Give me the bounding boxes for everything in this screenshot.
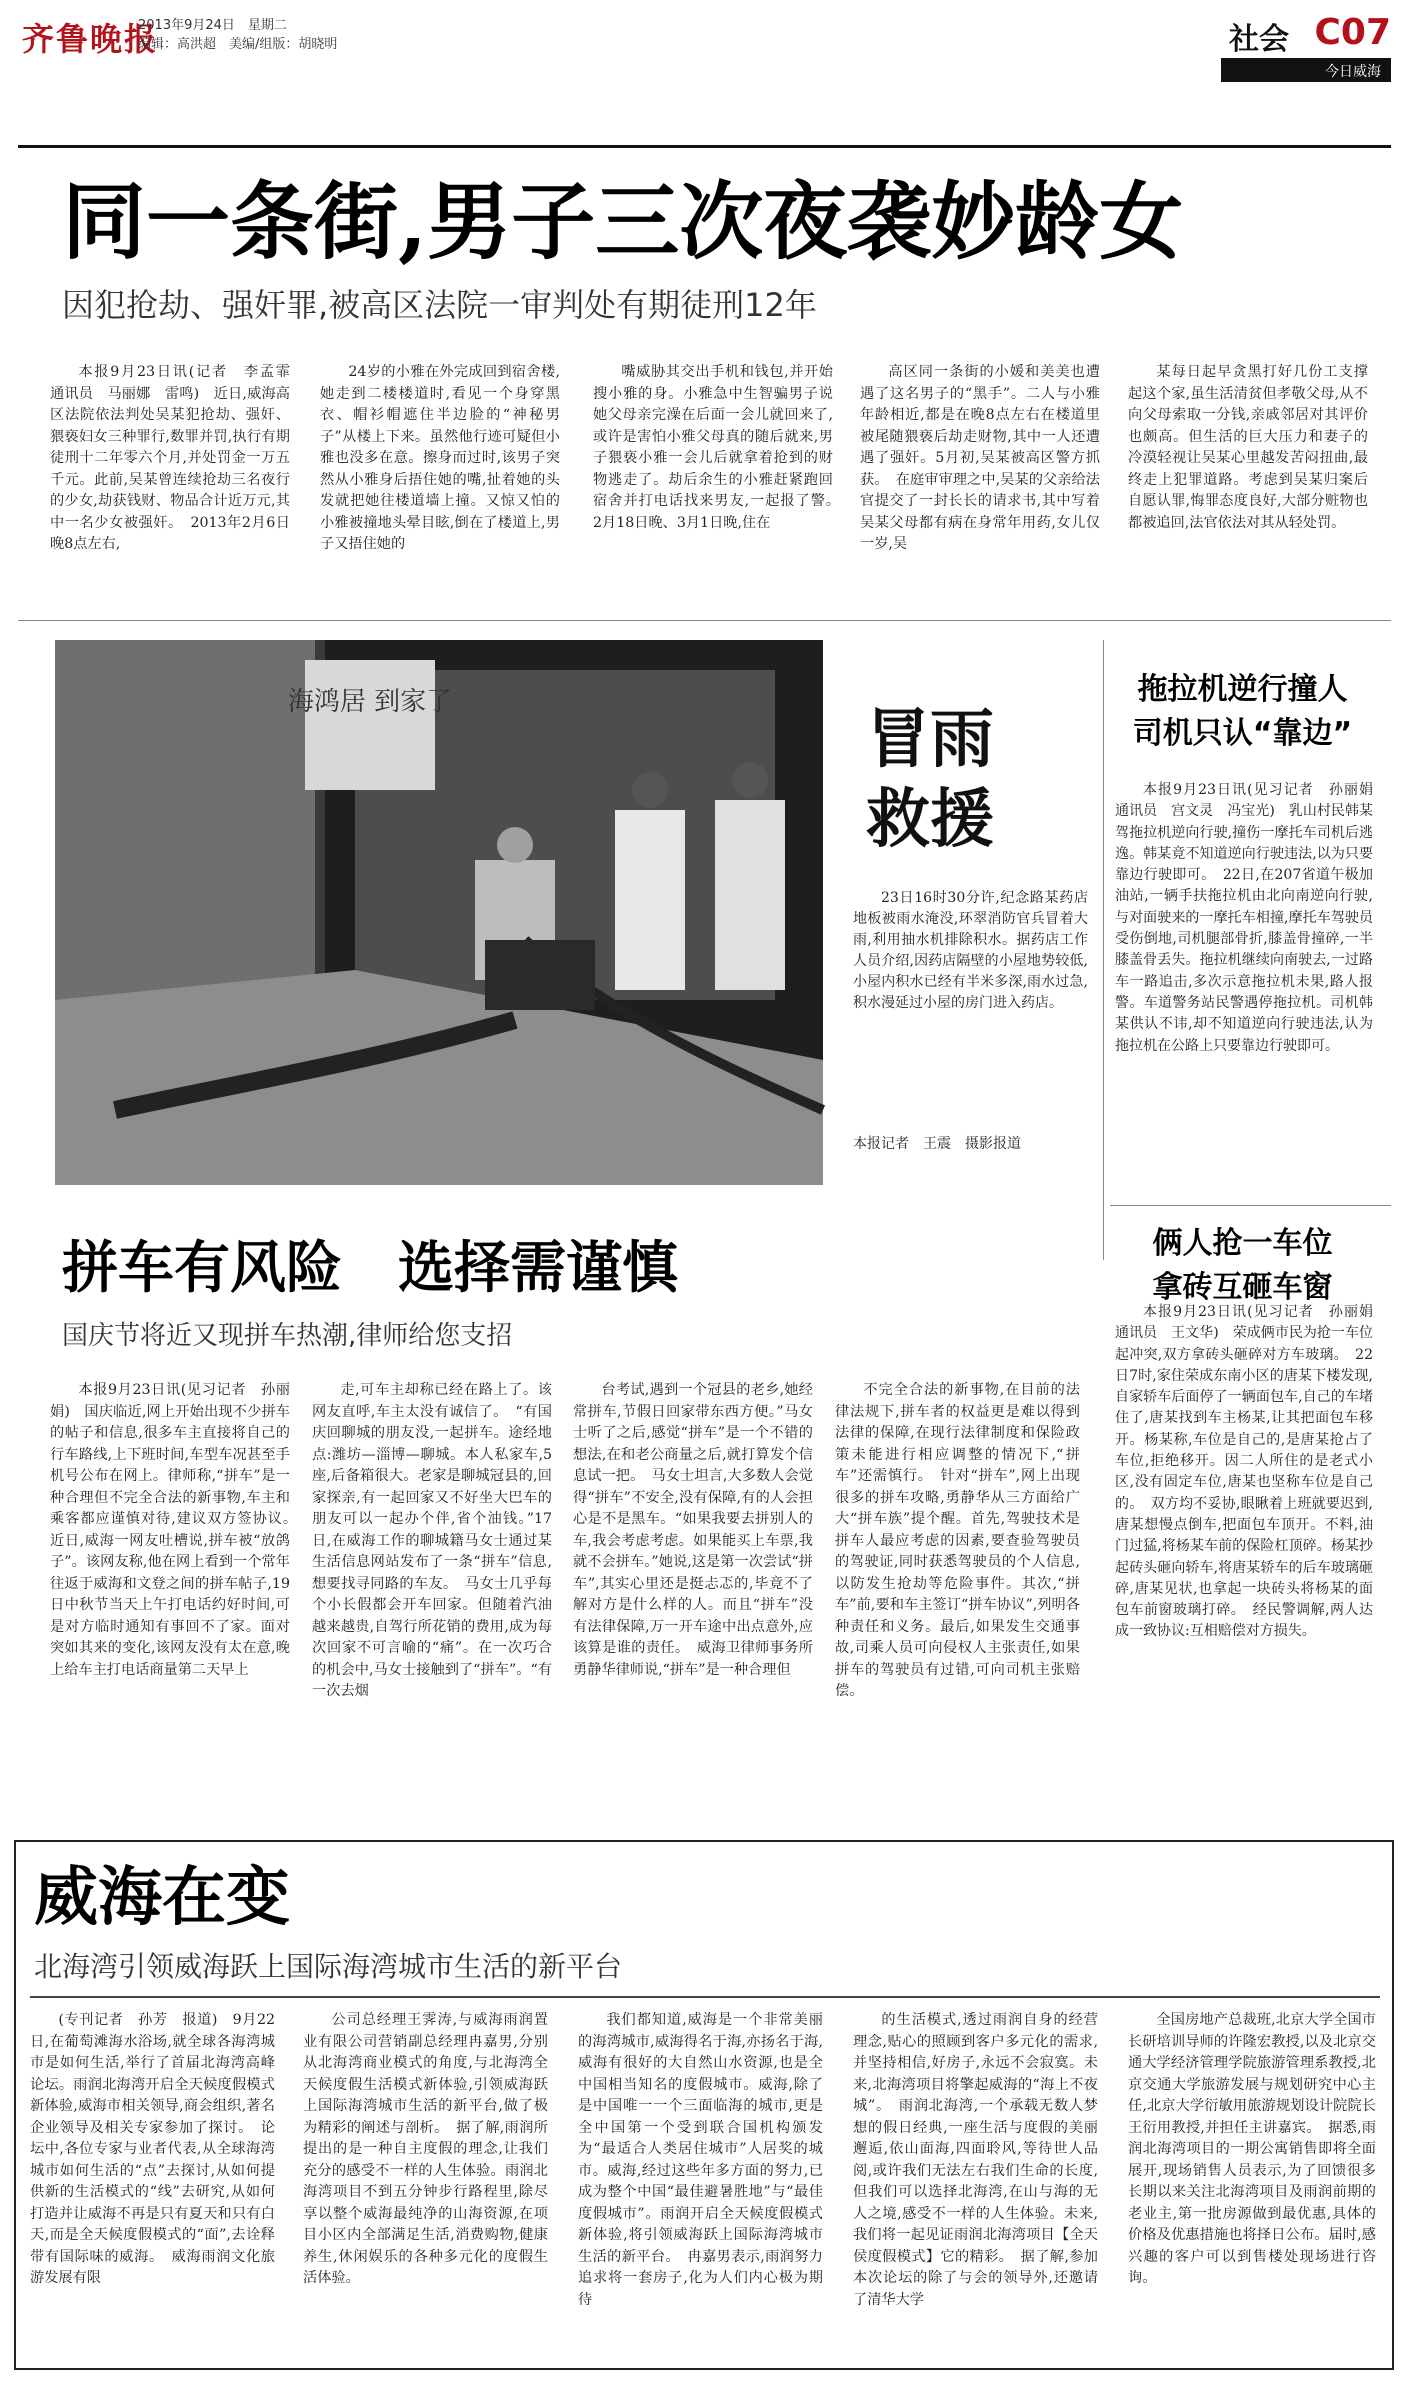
side2-title: 俩人抢一车位 拿砖互砸车窗 [1152, 1226, 1333, 1305]
story1-col-4: 高区同一条街的小媛和美美也遭遇了这名男子的“黑手”。二人与小雅年龄相近,都是在晚8点左右在楼道里被尾随猥亵后劫走财物,其中一人还遭遇了强奸。5月初,吴某被高区警方抓获。 在庭审审理之中,吴某的父亲给法官提交了一封长长的请求书,其中写着吴某父母都有病在身常年用药,女儿仅一岁,吴 [860, 364, 1100, 552]
story3-col-3: 我们都知道,威海是一个非常美丽的海湾城市,威海得名于海,亦扬名于海,威海有很好的大自然山水资源,也是全中国相当知名的度假城市。威海,除了是中国唯一一个三面临海的城市,更是全中国第一个受到联合国机构颁发为“最适合人类居住城市”人居奖的城市。威海,经过这些年多方面的努力,已成为整个中国“最佳避暑胜地”与“最佳度假城市”。雨润开启全天候度假模式新体验,将引领威海跃上国际海湾城市生活的新平台。 冉嘉男表示,雨润努力追求将一套房子,化为人们内心极为期待 [578, 2012, 823, 2308]
rescue-photo [55, 640, 823, 1185]
header-meta [138, 16, 337, 54]
story1-col-5: 某每日起早贪黑打好几份工支撑起这个家,虽生活清贫但孝敬父母,从不向父母索取一分钱,亲戚邻居对其评价也颇高。但生活的巨大压力和妻子的冷漠轻视让吴某心里越发苦闷扭曲,最终走上犯罪道路。考虑到吴某归案后自愿认罪,悔罪态度良好,大部分赃物也都被追回,法官依法对其从轻处罚。 [1128, 364, 1368, 531]
photo-title: 冒雨救援 [866, 702, 994, 857]
photo-credit: 本报记者 王震 摄影报道 [853, 1136, 1021, 1152]
story1-headline: 同一条街,男子三次夜袭妙龄女 [62, 172, 1184, 271]
story2-col-1: 本报9月23日讯(见习记者 孙丽娟) 国庆临近,网上开始出现不少拼车的帖子和信息,很多车主直接将自己的行车路线,上下班时间,车型车况甚至手机号公布在网上。律师称,“拼车”是一种合理但不完全合法的新事物,车主和乘客都应谨慎对待,建议双方签协议。 近日,威海一网友吐槽说,拼车被“放鸽子”。该网友称,他在网上看到一个常年往返于威海和文登之间的拼车帖子,19日中秋节当天上午打电话约好时间,可是对方临时通知有事回不了家。面对突如其来的变化,该网友没有太在意,晚上给车主打电话商量第二天早上 [50, 1382, 305, 1678]
story2-col-3: 台考试,遇到一个冠县的老乡,她经常拼车,节假日回家带东西方便。”马女士听了之后,感觉“拼车”是一个不错的想法,在和老公商量之后,就打算发个信息试一把。 马女士坦言,大多数人会觉得“拼车”不安全,没有保障,有的人会担心是不是黑车。“如果我要去拼别人的车,我会考虑考虑。如果能买上车票,我就不会拼车。”她说,这是第一次尝试“拼车”,其实心里还是挺忐忑的,毕竟不了解对方是什么样的人。而且“拼车”没有法律保障,万一开车途中出点意外,应该算是谁的责任。 威海卫律师事务所勇静华律师说,“拼车”是一种合理但 [573, 1382, 813, 1678]
page-code: C07 [1314, 12, 1391, 53]
story3-col-2: 公司总经理王霁涛,与威海雨润置业有限公司营销副总经理冉嘉男,分别从北海湾商业模式的角度,与北海湾全天候度假生活模式新体验,引领威海跃上国际海湾城市生活的新平台,做了极为精彩的阐述与剖析。 据了解,雨润所提出的是一种自主度假的理念,让我们充分的感受不一样的人生体验。雨润北海湾项目不到五分钟步行路程里,除尽享以整个威海最纯净的山海资源,在项目小区内全部满足生活,消费购物,健康养生,休闲娱乐的各种多元化的度假生活体验。 [303, 2012, 548, 2286]
issue-date: 2013年9月24日 星期二 [138, 18, 287, 33]
side2-body: 本报9月23日讯(见习记者 孙丽娟 通讯员 王文华) 荣成俩市民为抢一车位起冲突,双方拿砖头砸碎对方车玻璃。 22日7时,家住荣成东南小区的唐某下楼发现,自家轿车后面停了一辆面包车,自己的车堵住了,唐某找到车主杨某,让其把面包车移开。杨某称,车位是自己的,是唐某抢占了车位,拒绝移开。因二人所住的是老式小区,没有固定车位,唐某也坚称车位是自己的。 双方均不妥协,眼瞅着上班就要迟到,唐某想慢点倒车,把面包车顶开。不料,油门过猛,将杨某车前的保险杠顶碎。杨某抄起砖头砸向轿车,将唐某轿车的后车玻璃砸碎,唐某见状,也拿起一块砖头将杨某的面包车前窗玻璃打碎。 经民警调解,两人达成一致协议:互相赔偿对方损失。 [1115, 1304, 1387, 1640]
story2-headline: 拼车有风险 选择需谨慎 [62, 1235, 678, 1301]
story3-subhead: 北海湾引领威海跃上国际海湾城市生活的新平台 [34, 1950, 623, 1983]
newspaper-logo: 齐鲁晚报 [22, 20, 159, 58]
story1-subhead: 因犯抢劫、强奸罪,被高区法院一审判处有期徒刑12年 [62, 286, 817, 324]
header-rule [18, 145, 1391, 148]
story1-col-2: 24岁的小雅在外完成回到宿舍楼,她走到二楼楼道时,看见一个身穿黑衣、帽衫帽遮住半边脸的“神秘男子”从楼上下来。虽然他行迹可疑但小雅也没多在意。擦身而过时,该男子突然从小雅身后捂住她的嘴,扯着她的头发就把她往楼道墙上撞。又惊又怕的小雅被撞地头晕目眩,倒在了楼道上,男子又捂住她的 [320, 364, 560, 552]
editors-line: 编辑：高洪超 美编/组版：胡晓明 [138, 37, 338, 52]
story3-col-5: 全国房地产总裁班,北京大学全国市长研培训导师的许隆宏教授,以及北京交通大学经济管理学院旅游管理系教授,北京交通大学旅游发展与规划研究中心主任,北京大学衍敏用旅游规划设计院院长王衍用教授,并担任主讲嘉宾。 据悉,雨润北海湾项目的一期公寓销售即将全面展开,现场销售人员表示,为了回馈很多长期以来关注北海湾项目及雨润前期的老业主,第一批房源做到最优惠,具体的价格及优惠措施也将择日公布。届时,感兴趣的客户可以到售楼处现场进行咨询。 [1128, 2012, 1376, 2286]
side1-body: 本报9月23日讯(见习记者 孙丽娟 通讯员 宫文灵 冯宝光) 乳山村民韩某驾拖拉机逆向行驶,撞伤一摩托车司机后逃逸。韩某竟不知道逆向行驶违法,以为只要靠边行驶即可。 22日,在207省道午极加油站,一辆手扶拖拉机由北向南逆向行驶,与对面驶来的一摩托车相撞,摩托车驾驶员受伤倒地,司机腿部骨折,膝盖骨撞碎,一半膝盖骨丢失。拖拉机继续向南驶去,一过路车一路追击,多次示意拖拉机未果,路人报警。车道警务站民警遇停拖拉机。司机韩某供认不讳,却不知道逆向行驶违法,认为拖拉机在公路上只要靠边行驶即可。 [1115, 782, 1387, 1054]
story2-subhead: 国庆节将近又现拼车热潮,律师给您支招 [62, 1321, 513, 1351]
edition-bar: 今日威海 [1221, 58, 1391, 82]
photo-caption: 23日16时30分许,纪念路某药店地板被雨水淹没,环翠消防官兵冒着大雨,利用抽水机排除积水。据药店工作人员介绍,因药店隔壁的小屋地势较低,小屋内积水已经有半米多深,雨水过急,积水漫延过小屋的房门进入药店。 [853, 890, 1088, 1011]
divider-side [1110, 1205, 1391, 1206]
story3-col-1: (专刊记者 孙芳 报道) 9月22日,在葡萄滩海水浴场,就全球各海湾城市是如何生活,举行了首届北海湾高峰论坛。雨润北海湾开启全天候度假模式新体验,威海市相关领导,商会组织,著名企业领导及相关专家参加了探讨。 论坛中,各位专家与业者代表,从全球海湾城市如何生活的“点”去探讨,从如何提供新的生活模式的“线”去研究,从如何打造并让威海不再是只有夏天和只有白天,而是全天候度假模式的“面”,去诠释带有国际味的威海。 威海雨润文化旅游发展有限 [30, 2012, 275, 2286]
story3-col-4: 的生活模式,透过雨润自身的经营理念,贴心的照顾到客户多元化的需求,并坚持相信,好房子,永远不会寂寞。未来,北海湾项目将擎起威海的“海上不夜城”。 雨润北海湾,一个承载无数人梦想的假日经典,一座生活与度假的美丽邂逅,依山面海,四面聆风,等待世人品阅,或许我们无法左右我们生命的长度,但我们可以选择北海湾,在山与海的无人之境,感受不一样的人生体验。未来,我们将一起见证雨润北海湾项目【全天侯度假模式】它的精彩。 据了解,参加本次论坛的除了与会的领导外,还邀请了清华大学 [853, 2012, 1098, 2308]
side1-title: 拖拉机逆行撞人 司机只认“靠边” [1132, 672, 1353, 751]
section-name: 社会 [1229, 22, 1289, 57]
photo-sign-text: 海鸿居 到家了 [287, 687, 453, 717]
story2-col-2: 走,可车主却称已经在路上了。该网友直呼,车主太没有诚信了。 “有国庆回聊城的朋友没,一起拼车。途经地点:潍坊—淄博—聊城。本人私家车,5座,后备箱很大。老家是聊城冠县的,回家探亲,有一起回家又不好坐大巴车的朋友可以一起办个伴,省个油钱。”17日,在威海工作的聊城籍马女士通过某生活信息网站发布了一条“拼车”信息,想要找寻同路的车友。 马女士几乎每个小长假都会开车回家。但随着汽油越来越贵,自驾行所花销的费用,成为每次回家不可言喻的“痛”。在一次巧合的机会中,马女士接触到了“拼车”。“有一次去烟 [312, 1382, 552, 1699]
story3-rule [30, 1996, 1380, 1998]
story1-col-3: 嘴威胁其交出手机和钱包,并开始搜小雅的身。小雅急中生智骗男子说她父母亲完澡在后面一会儿就回来了,或许是害怕小雅父母真的随后就来,男子猥亵小雅一会儿后就拿着抢到的财物逃走了。劫后余生的小雅赶紧跑回宿舍并打电话找来男友,一起报了警。 2月18日晚、3月1日晚,住在 [593, 364, 848, 531]
story1-col-1: 本报9月23日讯(记者 李孟霏 通讯员 马丽娜 雷鸣) 近日,威海高区法院依法判处吴某犯抢劫、强奸、猥亵妇女三种罪行,数罪并罚,执行有期徒刑十二年零六个月,并处罚金一万五千元。此前,吴某曾连续抢劫三名夜行的少女,劫获钱财、物品合计近万元,其中一名少女被强奸。 2013年2月6日晚8点左右, [50, 364, 305, 552]
vertical-divider-right [1103, 640, 1104, 1260]
story2-col-4: 不完全合法的新事物,在目前的法律法规下,拼车者的权益更是难以得到法律的保障,在现行法律制度和保险政策未能进行相应调整的情况下,“拼车”还需慎行。 针对“拼车”,网上出现很多的拼车攻略,勇静华从三方面给广大“拼车族”提个醒。首先,驾驶技术是拼车人最应考虑的因素,要查验驾驶员的驾驶证,同时获悉驾驶员的个人信息,以防发生抢劫等危险事件。其次,“拼车”前,要和车主签订“拼车协议”,列明各种责任和义务。最后,如果发生交通事故,司乘人员可向侵权人主张责任,如果拼车的驾驶员有过错,可向司机主张赔偿。 [835, 1382, 1080, 1699]
photo-illustration [55, 640, 823, 1185]
divider-1 [18, 620, 1391, 621]
story3-headline: 威海在变 [34, 1860, 290, 1935]
